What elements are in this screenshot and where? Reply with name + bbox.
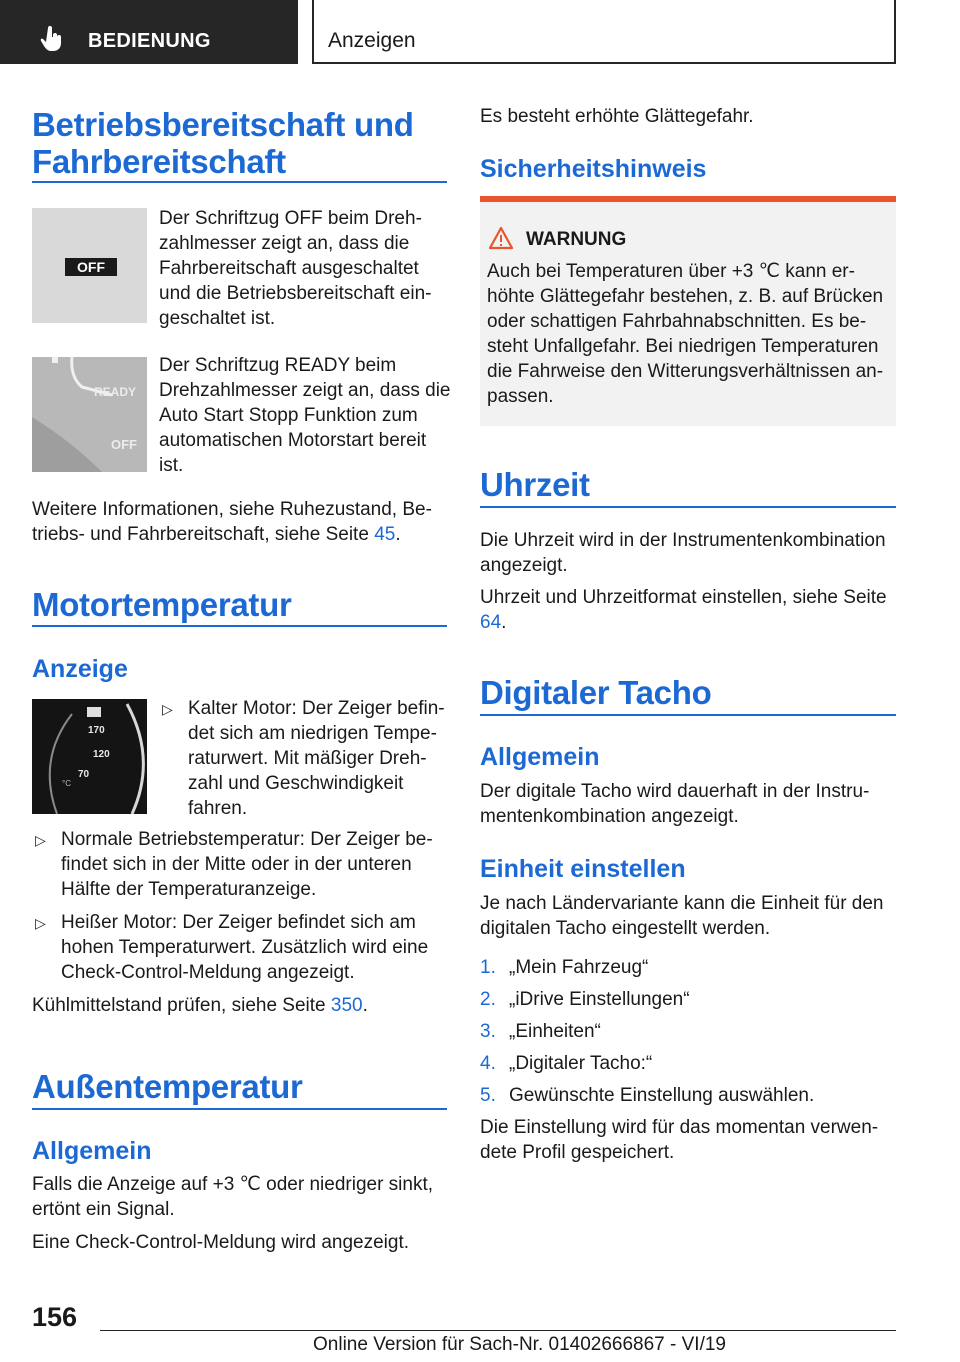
- step-menu-item: „Mein Fahrzeug“: [509, 957, 649, 978]
- section-tab: [0, 0, 298, 64]
- ready-description: Der Schriftzug READY beim Drehzahlmesser zeigt an, dass die Auto Start Stopp Funktion zum automatischen Motorstart bereit ist.: [159, 355, 451, 476]
- bullet-triangle-icon: ▷: [162, 701, 173, 717]
- check-control-paragraph: Eine Check-Control-Meldung wird angezeigt.: [32, 1232, 410, 1253]
- heading-betriebsbereitschaft: Betriebsbereitschaft und Fahrbereitschaft: [32, 106, 414, 180]
- heading-rule: [32, 181, 447, 183]
- slip-risk-text: Es besteht erhöhte Glättegefahr.: [480, 106, 754, 127]
- footer-online-version: Online Version für Sach-Nr. 01402666867 - VI/19: [313, 1334, 726, 1355]
- bullet-heisser-motor: Heißer Motor: Der Zeiger befindet sich am hohen Temperaturwert. Zusätzlich wird eine Check-Control-Meldung angezeigt.: [61, 912, 429, 983]
- off-badge: OFF: [65, 258, 117, 276]
- subheading-anzeige: Anzeige: [32, 655, 128, 683]
- page-link-64[interactable]: 64: [480, 612, 502, 633]
- step-menu-item: „Digitaler Tacho:“: [509, 1053, 653, 1074]
- step-number: 3.: [480, 1021, 496, 1042]
- off-indicator-image: [32, 208, 147, 323]
- step-number: 4.: [480, 1053, 496, 1074]
- uhrzeit-settings-paragraph: Uhrzeit und Uhrzeitformat einstellen, siehe Seite 64.: [480, 587, 887, 633]
- final-paragraph: Die Einstellung wird für das momentan verwen-dete Profil gespeichert.: [480, 1117, 879, 1163]
- page-link-350[interactable]: 350: [330, 995, 363, 1016]
- step-number: 1.: [480, 957, 496, 978]
- subheading-allgemein: Allgemein: [32, 1137, 152, 1165]
- warning-triangle-icon: [488, 226, 514, 250]
- temperature-gauge-image: [32, 699, 147, 814]
- coolant-text: Kühlmittelstand prüfen, siehe Seite: [32, 995, 326, 1016]
- heading-rule: [32, 625, 447, 627]
- subheading-allgemein-tacho: Allgemein: [480, 743, 600, 771]
- chapter-label: Anzeigen: [328, 29, 416, 52]
- ready-off-label: OFF: [111, 437, 137, 452]
- step-number: 2.: [480, 989, 496, 1010]
- gauge-label-70: 70: [78, 769, 90, 780]
- info-text: Weitere Informationen, siehe Ruhezustand, Be-triebs- und Fahrbereitschaft, siehe Seite: [32, 499, 432, 545]
- off-description: Der Schriftzug OFF beim Dreh-zahlmesser zeigt an, dass die Fahrbereitschaft ausgeschaltet und die Betriebsbereitschaft ein-geschaltet ist.: [159, 208, 432, 329]
- ready-indicator-image: [32, 357, 147, 472]
- subheading-sicherheitshinweis: Sicherheitshinweis: [480, 155, 707, 183]
- bullet-triangle-icon: ▷: [35, 832, 46, 848]
- outside-temp-paragraph: Falls die Anzeige auf +3 ℃ oder niedriger sinkt, ertönt ein Signal.: [32, 1174, 434, 1220]
- section-label: BEDIENUNG: [88, 30, 211, 52]
- coolant-paragraph: Kühlmittelstand prüfen, siehe Seite 350.: [32, 995, 368, 1016]
- warning-body: Auch bei Temperaturen über +3 ℃ kann er-höhte Glättegefahr bestehen, z. B. auf Brücken oder schattigen Fahrbahnabschnitten. Es be-steht Unfallgefahr. Bei niedrigen Temperaturen die Fahrweise den Witterungsverhältnissen an-passen.: [487, 261, 884, 407]
- footer-rule: [100, 1330, 896, 1331]
- ready-label: READY: [94, 385, 137, 399]
- heading-rule: [32, 1108, 447, 1110]
- tachometer-arc-graphic: [32, 357, 147, 472]
- gauge-arc-graphic: [32, 699, 147, 814]
- bullet-triangle-icon: ▷: [35, 915, 46, 931]
- uhrzeit-paragraph: Die Uhrzeit wird in der Instrumentenkombination angezeigt.: [480, 530, 886, 576]
- heading-rule: [480, 506, 896, 508]
- bullet-normale-temperatur: Normale Betriebstemperatur: Der Zeiger be-findet sich in der Mitte oder in der unteren Hälfte der Temperaturanzeige.: [61, 829, 433, 900]
- page-link-45[interactable]: 45: [374, 524, 396, 545]
- info-paragraph: Weitere Informationen, siehe Ruhezustand, Be-triebs- und Fahrbereitschaft, siehe Seite 45.: [32, 499, 432, 545]
- heading-aussentemperatur: Außentemperatur: [32, 1068, 303, 1105]
- subheading-einheit-einstellen: Einheit einstellen: [480, 855, 686, 883]
- heading-uhrzeit: Uhrzeit: [480, 466, 590, 503]
- gauge-label-120: 120: [93, 749, 110, 760]
- tacho-paragraph: Der digitale Tacho wird dauerhaft in der Instru-mentenkombination angezeigt.: [480, 781, 870, 827]
- uhrzeit-settings-text: Uhrzeit und Uhrzeitformat einstellen, siehe Seite: [480, 587, 887, 608]
- gauge-label-170: 170: [88, 725, 105, 736]
- page-number: 156: [32, 1302, 78, 1332]
- warning-box: [480, 196, 896, 426]
- chapter-tab: [312, 0, 896, 64]
- heading-rule: [480, 714, 896, 716]
- warning-title: WARNUNG: [526, 229, 627, 250]
- gauge-unit: °C: [62, 779, 71, 788]
- heading-motortemperatur: Motortemperatur: [32, 586, 292, 623]
- step-menu-item: Gewünschte Einstellung auswählen.: [509, 1085, 815, 1106]
- step-menu-item: „iDrive Einstellungen“: [509, 989, 690, 1010]
- step-number: 5.: [480, 1085, 496, 1106]
- bullet-kalter-motor: Kalter Motor: Der Zeiger befin-det sich am niedrigen Tempe-raturwert. Mit mäßiger Dreh-zahl und Geschwindigkeit fahren.: [188, 698, 445, 819]
- step-menu-item: „Einheiten“: [509, 1021, 601, 1042]
- hand-pointer-icon: [40, 26, 64, 52]
- einheit-paragraph: Je nach Ländervariante kann die Einheit für den digitalen Tacho eingestellt werden.: [480, 893, 884, 939]
- heading-digitaler-tacho: Digitaler Tacho: [480, 674, 712, 711]
